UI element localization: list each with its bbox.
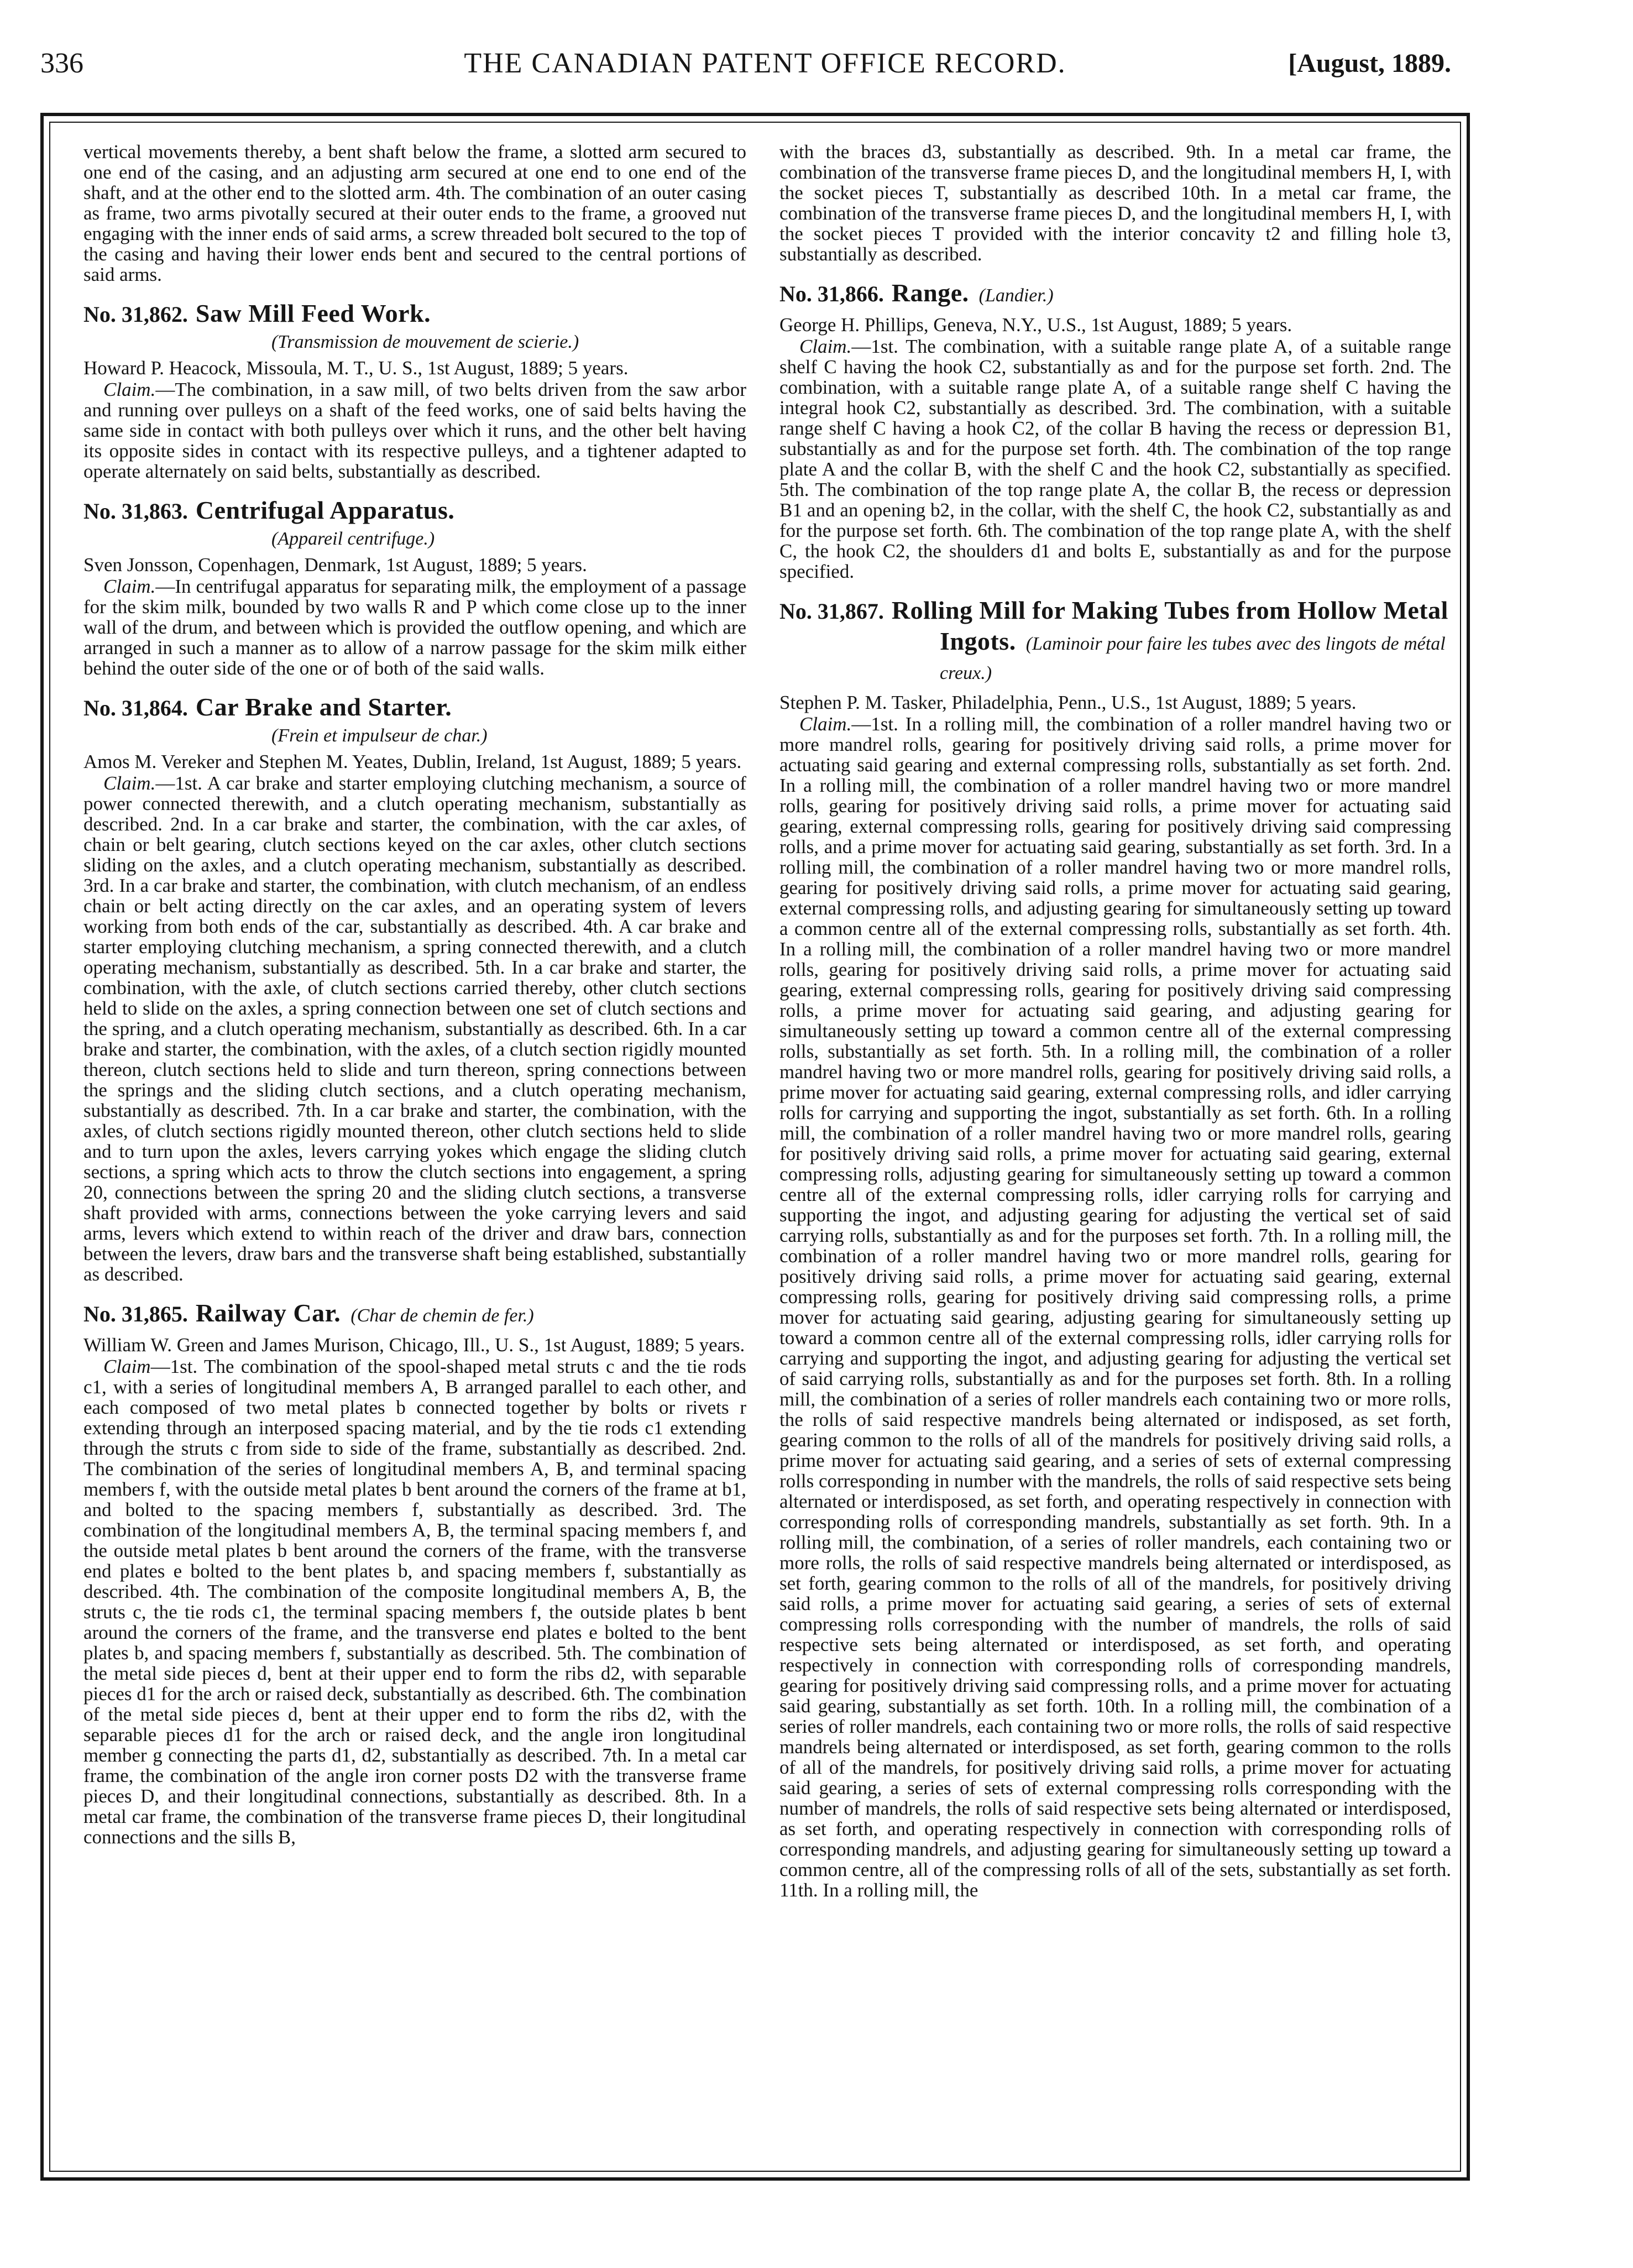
patent-entry <box>83 299 746 482</box>
claim-text: —1st. The combination of the spool-shaped metal struts c and the tie rods c1, with a series of longitudinal members A, B arranged parallel to each other, and each composed of two metal plates b connected together by bolts or rivets r extending through an interposed spacing material, and by the tie rods c1 extending through the struts c from side to side of the frame, substantially as described. 2nd. The combination of the series of longitudinal members A, B, and terminal spacing members f, with the outside metal plates b bent around the corners of the frame at b1, and bolted to the spacing members f, substantially as described. 3rd. The combination of the longitudinal members A, B, the terminal spacing members f, and the outside metal plates b bent around the corners of the frame, with the transverse end plates e bolted to the bent plates b, and spacing members f, substantially as described. 4th. The combination of the composite longitudinal members A, B, the struts c, the tie rods c1, the terminal spacing members f, the outside plates b bent around the corners of the frame, and the transverse end plates e bolted to the bent plates b, and spacing members f, substantially as described. 5th. The combination of the metal side pieces d, bent at their upper end to form the ribs d2, with separable pieces d1 for the arch or raised deck, substantially as described. 6th. The combination of the metal side pieces d, bent at their upper end to form the ribs d2, with the separable pieces d1 for the arch or raised deck, and the angle iron longitudinal member g connecting the parts d1, d2, substantially as described. 7th. In a metal car frame, the combination of the angle iron corner posts D2 with the transverse frame pieces D, and their longitudinal connections, substantially as described. 8th. In a metal car frame, the combination of the transverse frame pieces D, their longitudinal connections and the sills B, <box>83 1356 746 1848</box>
entry-heading <box>83 496 746 527</box>
claim-paragraph <box>83 576 746 678</box>
entry-title: Saw Mill Feed Work. <box>195 299 431 327</box>
claim-label: Claim. <box>799 336 852 357</box>
inventor-line: Amos M. Vereker and Stephen M. Yeates, Dublin, Ireland, 1st August, 1889; 5 years. <box>83 751 742 772</box>
left-column <box>83 142 746 2160</box>
claim-paragraph <box>779 336 1451 582</box>
entry-number: No. 31,862. <box>83 302 188 327</box>
entry-title: Rolling Mill for Making Tubes from Hollow Metal Ingots. <box>891 596 1448 655</box>
entry-french-title: (Transmission de mouvement de scierie.) <box>271 332 579 352</box>
claim-label: Claim. <box>799 713 852 735</box>
issue-date: [August, 1889. <box>1288 49 1451 78</box>
claim-text: —1st. A car brake and starter employing clutching mechanism, a source of power connected therewith, and a clutch operating mechanism, substantially as described. 2nd. In a car brake and starter, the combination, with the car axles, of chain or belt gearing, clutch sections keyed on the car axles, other clutch sections sliding on the axles, and a clutch operating mechanism, substantially as described. 3rd. In a car brake and starter, the combination, with clutch mechanism, of an endless chain or belt acting directly on the car axles, and an operating system of levers working from both ends of the car, substantially as described. 4th. A car brake and starter employing clutching mechanism, a spring connected therewith, and a clutch operating mechanism, substantially as described. 5th. In a car brake and starter, the combination, with the axle, of clutch sections carried thereby, other clutch sections held to slide on the axles, a spring connection between one set of clutch sections and the spring, and a clutch operating mechanism, substantially as described. 6th. In a car brake and starter, the combination, with the axles, of a clutch section rigidly mounted thereon, clutch sections held to slide and turn thereon, spring connections between the springs and the sliding clutch sections, and a clutch operating mechanism, substantially as described. 7th. In a car brake and starter, the combination, with the axles, of clutch sections rigidly mounted thereon, other clutch sections held to slide and to turn upon the axles, levers carrying yokes which engage the sliding clutch sections, a spring which acts to throw the clutch sections into engagement, a spring 20, connections between the spring 20 and the sliding clutch sections, a transverse shaft provided with arms, connections between the yoke carrying levers and said arms, levers which extend to within reach of the driver and draw bars, connection between the levers, draw bars and the transverse shaft being established, substantially as described. <box>83 772 746 1285</box>
inventor-line: William W. Green and James Murison, Chicago, Ill., U. S., 1st August, 1889; 5 years. <box>83 1334 745 1356</box>
entry-title: Car Brake and Starter. <box>195 693 452 721</box>
claim-label: Claim. <box>103 772 156 794</box>
patent-entry <box>83 693 746 1284</box>
claim-text: —The combination, in a saw mill, of two belts driven from the saw arbor and running over pulleys on a shaft of the feed works, one of said belts having the same side in contact with both pulleys over which it runs, and the other belt having its opposite sides in contact with its respective pulleys, and a tightener adapted to operate alternately on said belts, substantially as described. <box>83 379 746 482</box>
claim-label: Claim. <box>103 379 156 400</box>
entry-heading <box>779 279 1451 310</box>
entry-number: No. 31,867. <box>779 599 884 624</box>
entry-number: No. 31,865. <box>83 1302 188 1326</box>
entry-french-title: (Appareil centrifuge.) <box>271 529 435 549</box>
entry-number: No. 31,866. <box>779 281 884 306</box>
entry-heading <box>83 299 746 330</box>
claim-paragraph <box>83 1356 746 1847</box>
inventor-line: Stephen P. M. Tasker, Philadelphia, Penn., U.S., 1st August, 1889; 5 years. <box>779 692 1357 713</box>
patent-entry <box>83 496 746 678</box>
entry-title: Railway Car. <box>195 1299 341 1327</box>
inventor-line: George H. Phillips, Geneva, N.Y., U.S., 1st August, 1889; 5 years. <box>779 314 1292 336</box>
claim-text: —1st. In a rolling mill, the combination of a roller mandrel having two or more mandrel rolls, gearing for positively driving said rolls, a prime mover for actuating said gearing and external compressing rolls, substantially as set forth. 2nd. In a rolling mill, the combination of a roller mandrel having two or more mandrel rolls, gearing for positively driving said rolls, a prime mover for actuating said gearing, external compressing rolls, gearing for positively driving said compressing rolls, and a prime mover for actuating said gearing, substantially as set forth. 3rd. In a rolling mill, the combination of a roller mandrel having two or more mandrel rolls, gearing for positively driving said rolls, a prime mover for actuating said gearing, external compressing rolls, and adjusting gearing for simultaneously setting up toward a common centre all of the external compressing rolls, substantially as set forth. 4th. In a rolling mill, the combination of a roller mandrel having two or more mandrel rolls, gearing for positively driving said rolls, a prime mover for actuating said gearing, external compressing rolls, gearing for positively driving said compressing rolls, a prime mover for actuating said gearing, and adjusting gearing for simultaneously setting up toward a common centre all of the external compressing rolls, substantially as set forth. 5th. In a rolling mill, the combination of a roller mandrel having two or more mandrel rolls, gearing for positively driving said rolls, a prime mover for actuating said gearing, external compressing rolls, and idler carrying rolls for carrying and supporting the ingot, substantially as set forth. 6th. In a rolling mill, the combination of a roller mandrel having two or more mandrel rolls, gearing for positively driving said rolls, a prime mover for actuating said gearing, external compressing rolls, adjusting gearing for simultaneously setting up toward a common centre all of the external compressing rolls, idler carrying rolls for carrying and supporting the ingot, and adjusting gearing for adjusting the vertical set of said carrying rolls, substantially as and for the purposes set forth. 7th. In a rolling mill, the combination of a roller mandrel having two or more mandrel rolls, gearing for positively driving said rolls, a prime mover for actuating said gearing, external compressing rolls, gearing for positively driving said compressing rolls, a prime mover for actuating said gearing, adjusting gearing for simultaneously setting up toward a common centre all of the external compressing rolls, idler carrying rolls for carrying and supporting the ingot, and adjusting gearing for adjusting the vertical set of said carrying rolls, substantially as and for the purposes set forth. 8th. In a rolling mill, the combination of a series of roller mandrels each containing two or more rolls, the rolls of said respective mandrels being alternated or indisposed, as set forth, gearing common to the rolls of all of the mandrels for positively driving said rolls, a prime mover for actuating said gearing, and a series of sets of external compressing rolls corresponding in number with the mandrels, the rolls of said respective sets being alternated or interdisposed, as set forth, and operating respectively in connection with corresponding rolls of corresponding mandrels, substantially as set forth. 9th. In a rolling mill, the combination, of a series of roller mandrels, each containing two or more rolls, the rolls of said respective mandrels being alternated or interdisposed, as set forth, gearing common to the rolls of all of the mandrels, for positively driving said rolls, a prime mover for actuating said gearing, a series of sets of external compressing rolls corresponding with the number of mandrels, the rolls of said respective sets being alternated or interdisposed, as set forth, and operating respectively in connection with corresponding rolls of corresponding mandrels, gearing for positively driving said compressing rolls, and a prime mover for actuating said gearing, substantially as set forth. 10th. In a rolling mill, the combination of a series of roller mandrels, each containing two or more rolls, the rolls of said respective mandrels being alternated or interdisposed, as set forth, gearing common to the rolls of all of the mandrels, for positively driving said rolls, a prime mover for actuating said gearing, a series of sets of external compressing rolls corresponding with the number of mandrels, the rolls of said respective sets being alternated or interdisposed, as set forth, and operating respectively in connection with corresponding rolls of corresponding mandrels, and adjusting gearing for simultaneously setting up toward a common centre, all of the compressing rolls of all of the sets, substantially as set forth. 11th. In a rolling mill, the <box>779 713 1451 1901</box>
page-header <box>0 44 1633 83</box>
patent-entry <box>779 279 1451 582</box>
continued-claim-text: vertical movements thereby, a bent shaft below the frame, a slotted arm secured to one end of the casing, and an adjusting arm secured at one end to one end of the shaft, and at the other end to the slotted arm. 4th. The combination of an outer casing as frame, two arms pivotally secured at their outer ends to the frame, a grooved nut engaging with the inner ends of said arms, a screw threaded bolt secured to the top of the casing and having their lower ends bent and secured to the central portions of said arms. <box>83 142 746 285</box>
claim-label: Claim <box>103 1356 151 1377</box>
entry-heading <box>83 693 746 724</box>
claim-text: —In centrifugal apparatus for separating milk, the employment of a passage for the skim milk, bounded by two walls R and P which come close up to the inner wall of the drum, and between which is provided the outflow opening, and which are arranged in such a manner as to allow of a narrow passage for the skim milk either behind the outer side of the one or of both of the said walls. <box>83 576 746 679</box>
claim-paragraph <box>83 773 746 1284</box>
entry-title: Range. <box>891 279 969 307</box>
patent-entry <box>779 596 1451 1900</box>
inventor-line: Howard P. Heacock, Missoula, M. T., U. S., 1st August, 1889; 5 years. <box>83 357 629 379</box>
entry-number: No. 31,864. <box>83 696 188 720</box>
entry-french-title: (Frein et impulseur de char.) <box>271 725 488 746</box>
entry-french-title: (Laminoir pour faire les tubes avec des lingots de métal creux.) <box>940 634 1446 683</box>
entry-heading <box>779 596 1451 688</box>
right-column <box>779 142 1451 2160</box>
continued-claim-text: with the braces d3, substantially as described. 9th. In a metal car frame, the combination of the transverse frame pieces D, and the longitudinal members H, I, with the socket pieces T, substantially as described 10th. In a metal car frame, the combination of the transverse frame pieces D, and the longitudinal members H, I, with the socket pieces T provided with the interior concavity t2 and filling hole t3, substantially as described. <box>779 142 1451 265</box>
entry-french-title: (Char de chemin de fer.) <box>350 1305 534 1326</box>
claim-label: Claim. <box>103 576 156 597</box>
journal-title: THE CANADIAN PATENT OFFICE RECORD. <box>464 48 1066 79</box>
entry-heading <box>83 1299 746 1330</box>
claim-paragraph <box>779 714 1451 1900</box>
page-number: 336 <box>40 48 83 79</box>
claim-paragraph <box>83 379 746 482</box>
entry-french-title: (Landier.) <box>978 285 1054 306</box>
claim-text: —1st. The combination, with a suitable range plate A, of a suitable range shelf C having the hook C2, substantially as and for the purpose set forth. 2nd. The combination, with a suitable range plate A, of a suitable range shelf C having the integral hook C2, substantially as described. 3rd. The combination, with a suitable range shelf C having a hook C2, of the collar B having the recess or depression B1, substantially as and for the purpose set forth. 4th. The combination of the top range plate A and the collar B, with the shelf C and the hook C2, substantially as specified. 5th. The combination of the top range plate A, the collar B, the recess or depression B1 and an opening b2, in the collar, with the shelf C, the hook C2, substantially as and for the purpose set forth. 6th. The combination of the top range plate A, with the shelf C, the hook C2, the shoulders d1 and bolts E, substantially as and for the purpose specified. <box>779 336 1451 582</box>
entry-title: Centrifugal Apparatus. <box>195 496 455 524</box>
patent-entry <box>83 1299 746 1847</box>
inventor-line: Sven Jonsson, Copenhagen, Denmark, 1st August, 1889; 5 years. <box>83 554 587 576</box>
entry-number: No. 31,863. <box>83 499 188 524</box>
